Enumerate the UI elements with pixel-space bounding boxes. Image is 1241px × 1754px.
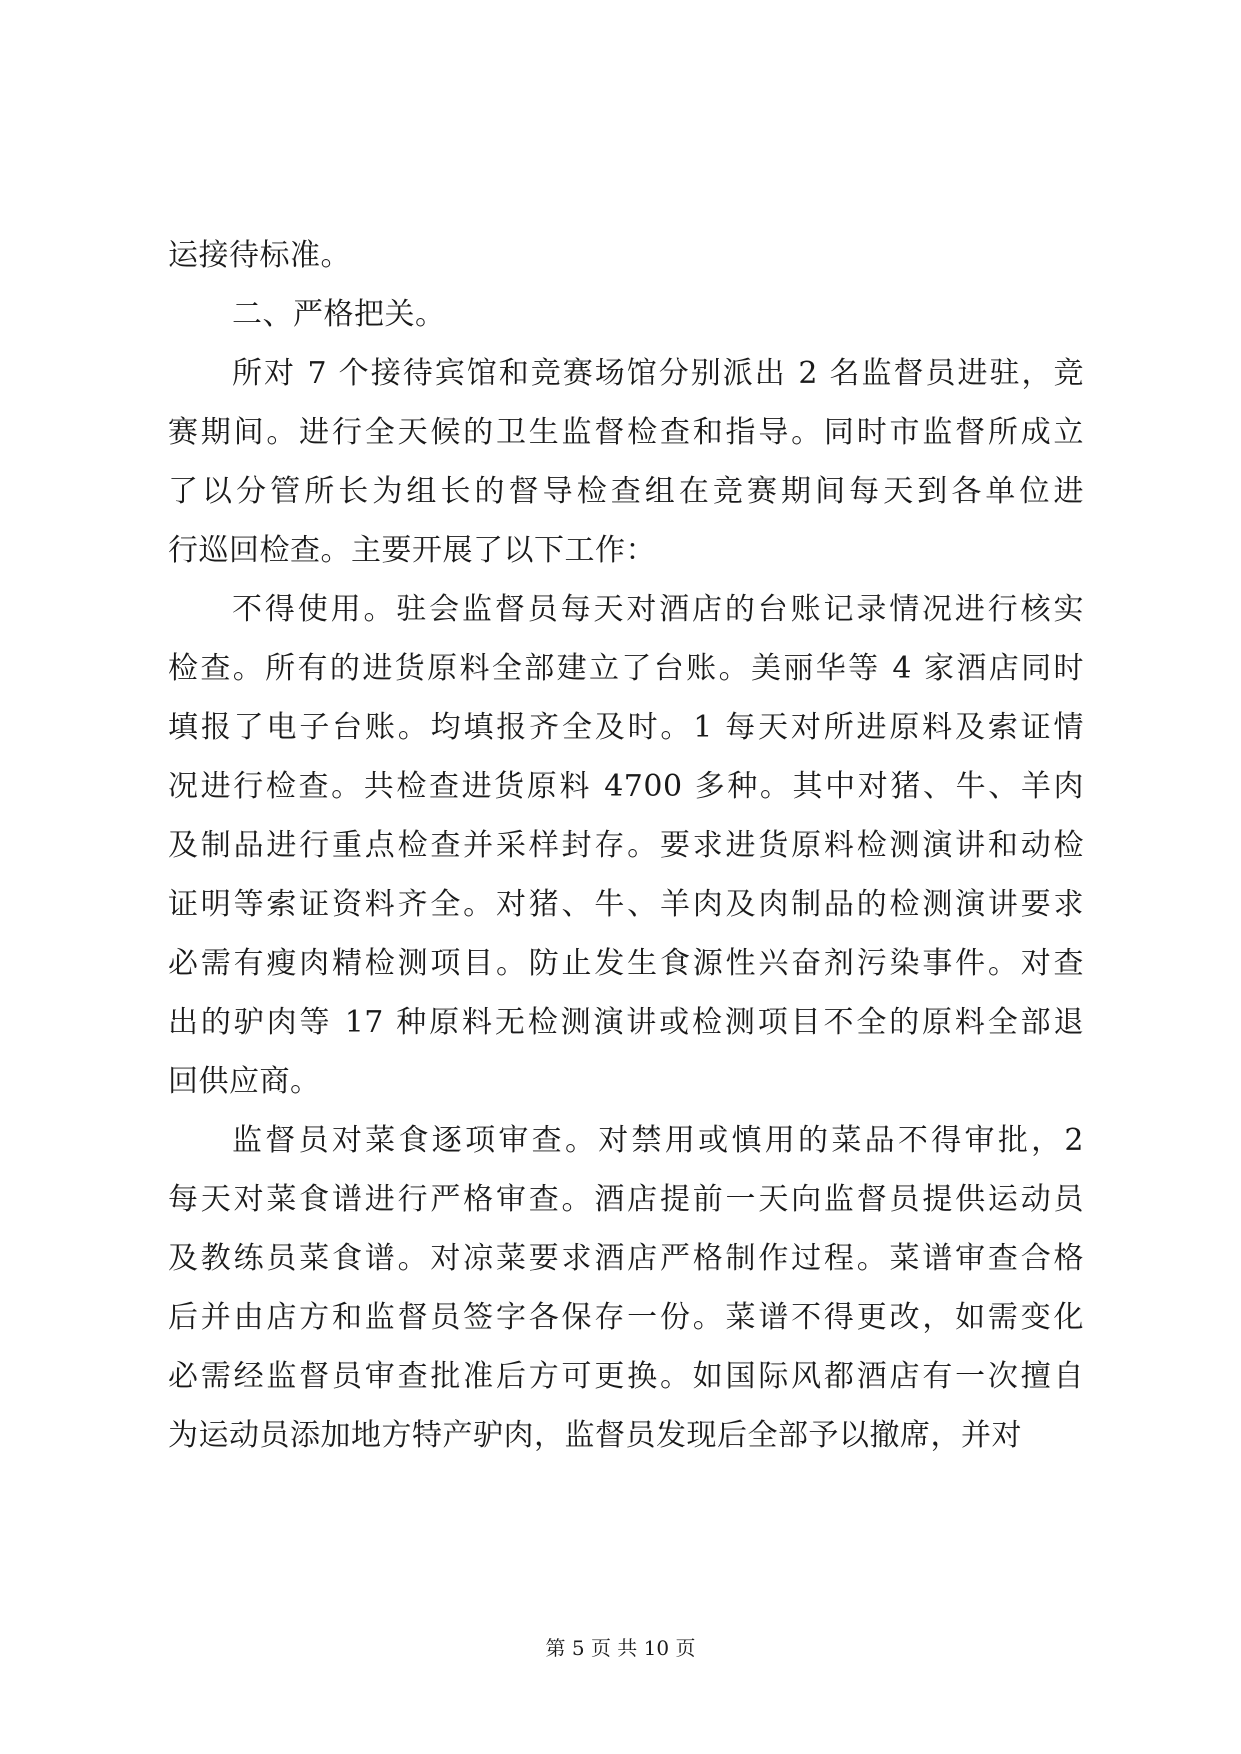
text-line: 检查。所有的进货原料全部建立了台账。美丽华等 4 家酒店同时: [168, 651, 1084, 686]
body-text: [168, 226, 1084, 1465]
text-line: 所对 7 个接待宾馆和竞赛场馆分别派出 2 名监督员进驻，竞: [232, 356, 1084, 391]
text-line: 出的驴肉等 17 种原料无检测演讲或检测项目不全的原料全部退: [168, 1005, 1084, 1040]
paragraph: [168, 226, 1084, 285]
text-line: 况进行检查。共检查进货原料 4700 多种。其中对猪、牛、羊肉: [168, 769, 1084, 804]
text-line: 必需有瘦肉精检测项目。防止发生食源性兴奋剂污染事件。对查: [168, 946, 1084, 981]
text-line: 后并由店方和监督员签字各保存一份。菜谱不得更改，如需变化: [168, 1300, 1084, 1335]
text-line: 及教练员菜食谱。对凉菜要求酒店严格制作过程。菜谱审查合格: [168, 1241, 1084, 1276]
paragraph: [168, 285, 1084, 344]
text-line: 证明等索证资料齐全。对猪、牛、羊肉及肉制品的检测演讲要求: [168, 887, 1084, 922]
text-line: 及制品进行重点检查并采样封存。要求进货原料检测演讲和动检: [168, 828, 1084, 863]
paragraph: [168, 344, 1084, 580]
text-line: 填报了电子台账。均填报齐全及时。1 每天对所进原料及索证情: [168, 710, 1084, 745]
text-line: 回供应商。: [168, 1064, 321, 1099]
text-line: 监督员对菜食逐项审查。对禁用或慎用的菜品不得审批，2: [232, 1123, 1084, 1158]
text-line: 每天对菜食谱进行严格审查。酒店提前一天向监督员提供运动员: [168, 1182, 1084, 1217]
text-line: 运接待标准。: [168, 238, 351, 273]
paragraph: [168, 580, 1084, 1111]
page-footer: 第 5 页 共 10 页: [545, 1636, 696, 1660]
text-line: 为运动员添加地方特产驴肉，监督员发现后全部予以撤席，并对: [168, 1418, 1022, 1453]
paragraph: [168, 1111, 1084, 1465]
text-line: 不得使用。驻会监督员每天对酒店的台账记录情况进行核实: [232, 592, 1084, 627]
text-line: 二、严格把关。: [232, 297, 446, 332]
text-line: 了以分管所长为组长的督导检查组在竞赛期间每天到各单位进: [168, 474, 1084, 509]
text-line: 必需经监督员审查批准后方可更换。如国际风都酒店有一次擅自: [168, 1359, 1084, 1394]
text-line: 赛期间。进行全天候的卫生监督检查和指导。同时市监督所成立: [168, 415, 1084, 450]
text-line: 行巡回检查。主要开展了以下工作：: [168, 533, 656, 568]
